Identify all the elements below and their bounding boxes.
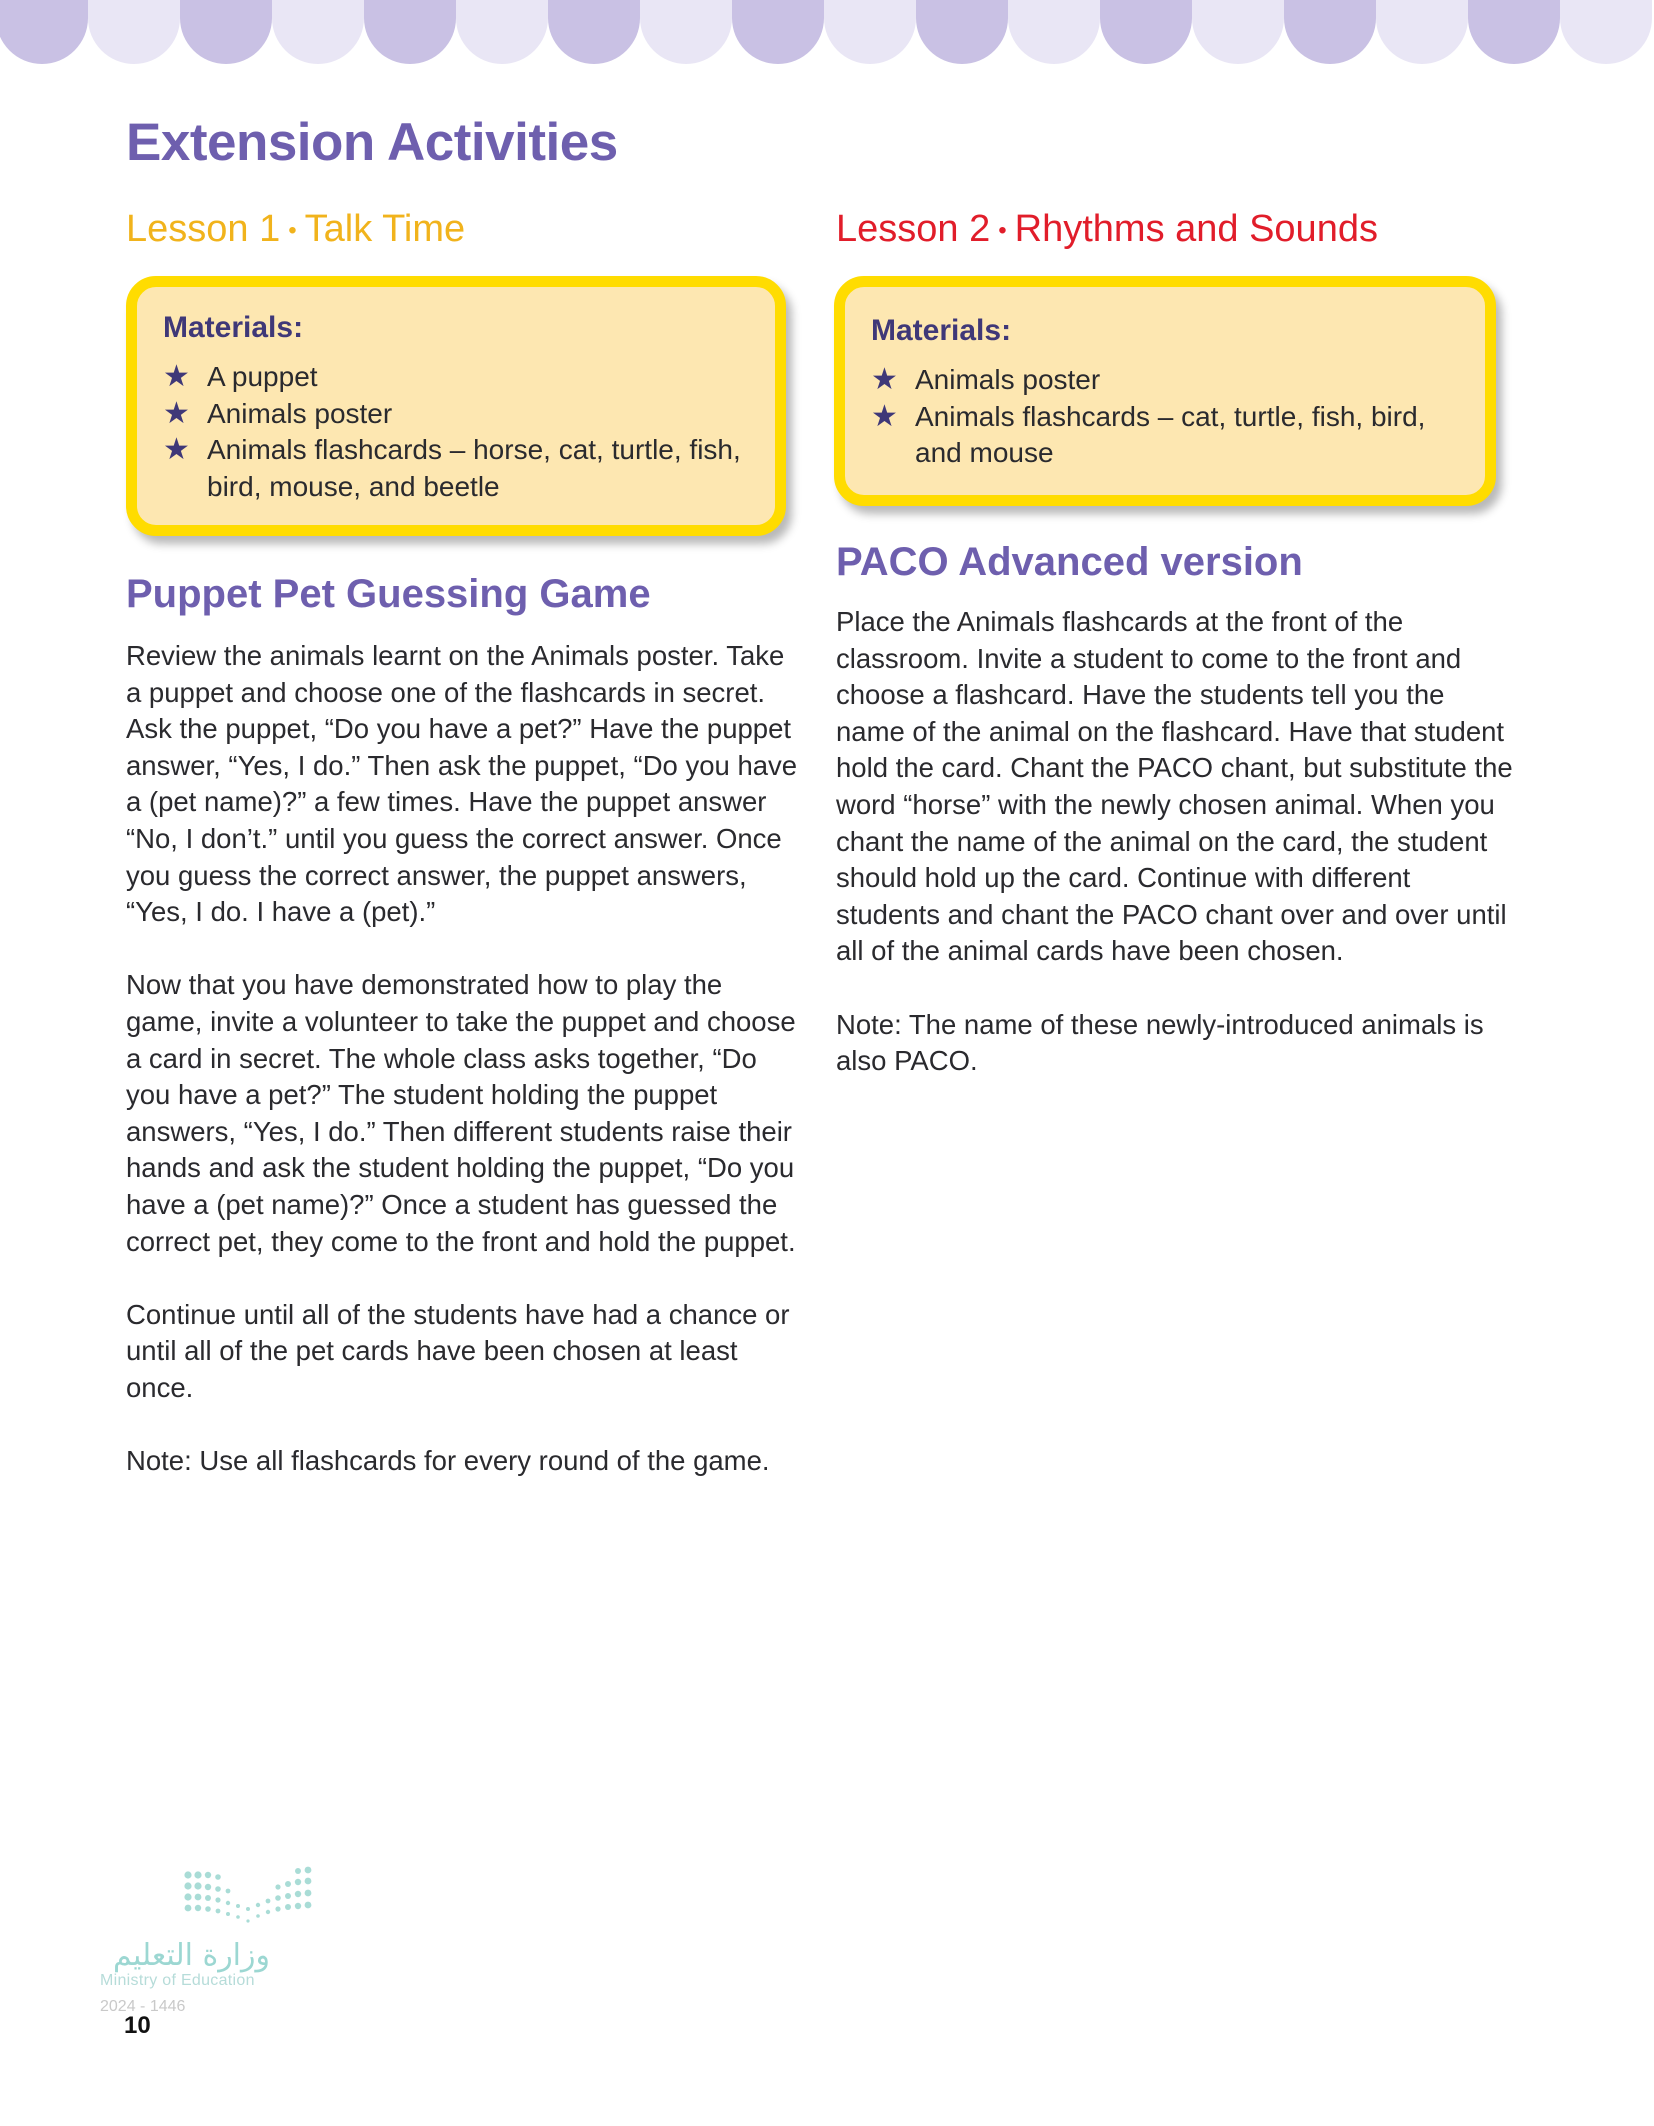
paragraph: Review the animals learnt on the Animals poster. Take a puppet and choose one of the flashcards in secret. Ask the puppet, “Do you have a pet?” Have the puppet answer, “Yes, I do.” Then ask the puppet, “Do you have a (pet name)?” a few times. Have the puppet answer “No, I don’t.” until you guess the correct answer. Once you guess the correct answer, the puppet answers, “Yes, I do. I have a (pet).” [126, 640, 798, 928]
lesson-2-heading [836, 208, 1378, 251]
materials-list [163, 359, 747, 505]
paragraph: Continue until all of the students have had a chance or until all of the pet cards have been chosen at least once. [126, 1298, 790, 1403]
list-item: ★ Animals flashcards – cat, turtle, fish, bird, and mouse [871, 399, 1426, 468]
star-icon: ★ [871, 363, 898, 396]
lesson-1-name: Talk Time [304, 208, 466, 250]
list-item: ★ Animals flashcards – horse, cat, turtle, fish, bird, mouse, and beetle [163, 433, 741, 502]
list-item: ★ Animals poster [163, 396, 747, 433]
ministry-name-english: Ministry of Education [100, 1972, 255, 1989]
bullet-separator: • [998, 216, 1007, 244]
section-title-puppet-game: Puppet Pet Guessing Game [126, 572, 651, 616]
star-icon: ★ [163, 360, 190, 393]
note-paragraph: Note: The name of these newly-introduced animals is also PACO. [836, 1008, 1484, 1077]
list-item: ★ A puppet [163, 359, 747, 396]
lesson-2-label: Lesson 2 [836, 208, 991, 250]
lesson-2-body [836, 604, 1516, 1116]
page-title: Extension Activities [126, 113, 618, 172]
lesson-1-label: Lesson 1 [126, 208, 281, 250]
lesson-1-body [126, 638, 806, 1516]
star-icon: ★ [871, 399, 898, 433]
materials-title: Materials: [871, 314, 1012, 347]
scalloped-top-border [0, 0, 1654, 64]
lesson-1-materials-box [126, 276, 786, 536]
lesson-2-name: Rhythms and Sounds [1014, 208, 1378, 250]
lesson-2-materials-box [834, 276, 1496, 506]
materials-list [871, 362, 1457, 472]
star-icon: ★ [163, 396, 190, 430]
paragraph: Now that you have demonstrated how to play the game, invite a volunteer to take the puppet and choose a card in secret. The whole class asks together, “Do you have a pet?” The student holding the puppet answers, “Yes, I do.” Then different students raise their hands and ask the student holding the puppet, “Do you have a (pet name)?” Once a student has guessed the correct pet, they come to the front and hold the puppet. [126, 969, 796, 1257]
edition-year: 2024 - 1446 [100, 1998, 186, 2015]
materials-title: Materials: [163, 311, 304, 344]
page-number: 10 [124, 2012, 151, 2039]
ministry-name-arabic: وزارة التعليم [112, 1938, 270, 1973]
note-paragraph: Note: Use all flashcards for every round of the game. [126, 1445, 770, 1477]
paragraph: Place the Animals flashcards at the front of the classroom. Invite a student to come to the front and choose a flashcard. Have the students tell you the name of the animal on the flashcard. Have that student hold the card. Chant the PACO chant, but substitute the word “horse” with the newly chosen animal. When you chant the name of the animal on the card, the student should hold up the card. Continue with different students and chant the PACO chant over and over until all of the animal cards have been chosen. [836, 606, 1513, 967]
star-icon: ★ [163, 433, 190, 466]
lesson-1-heading [126, 208, 465, 251]
bullet-separator: • [288, 216, 297, 244]
section-title-paco-advanced: PACO Advanced version [836, 540, 1303, 584]
list-item: ★ Animals poster [871, 362, 1457, 399]
